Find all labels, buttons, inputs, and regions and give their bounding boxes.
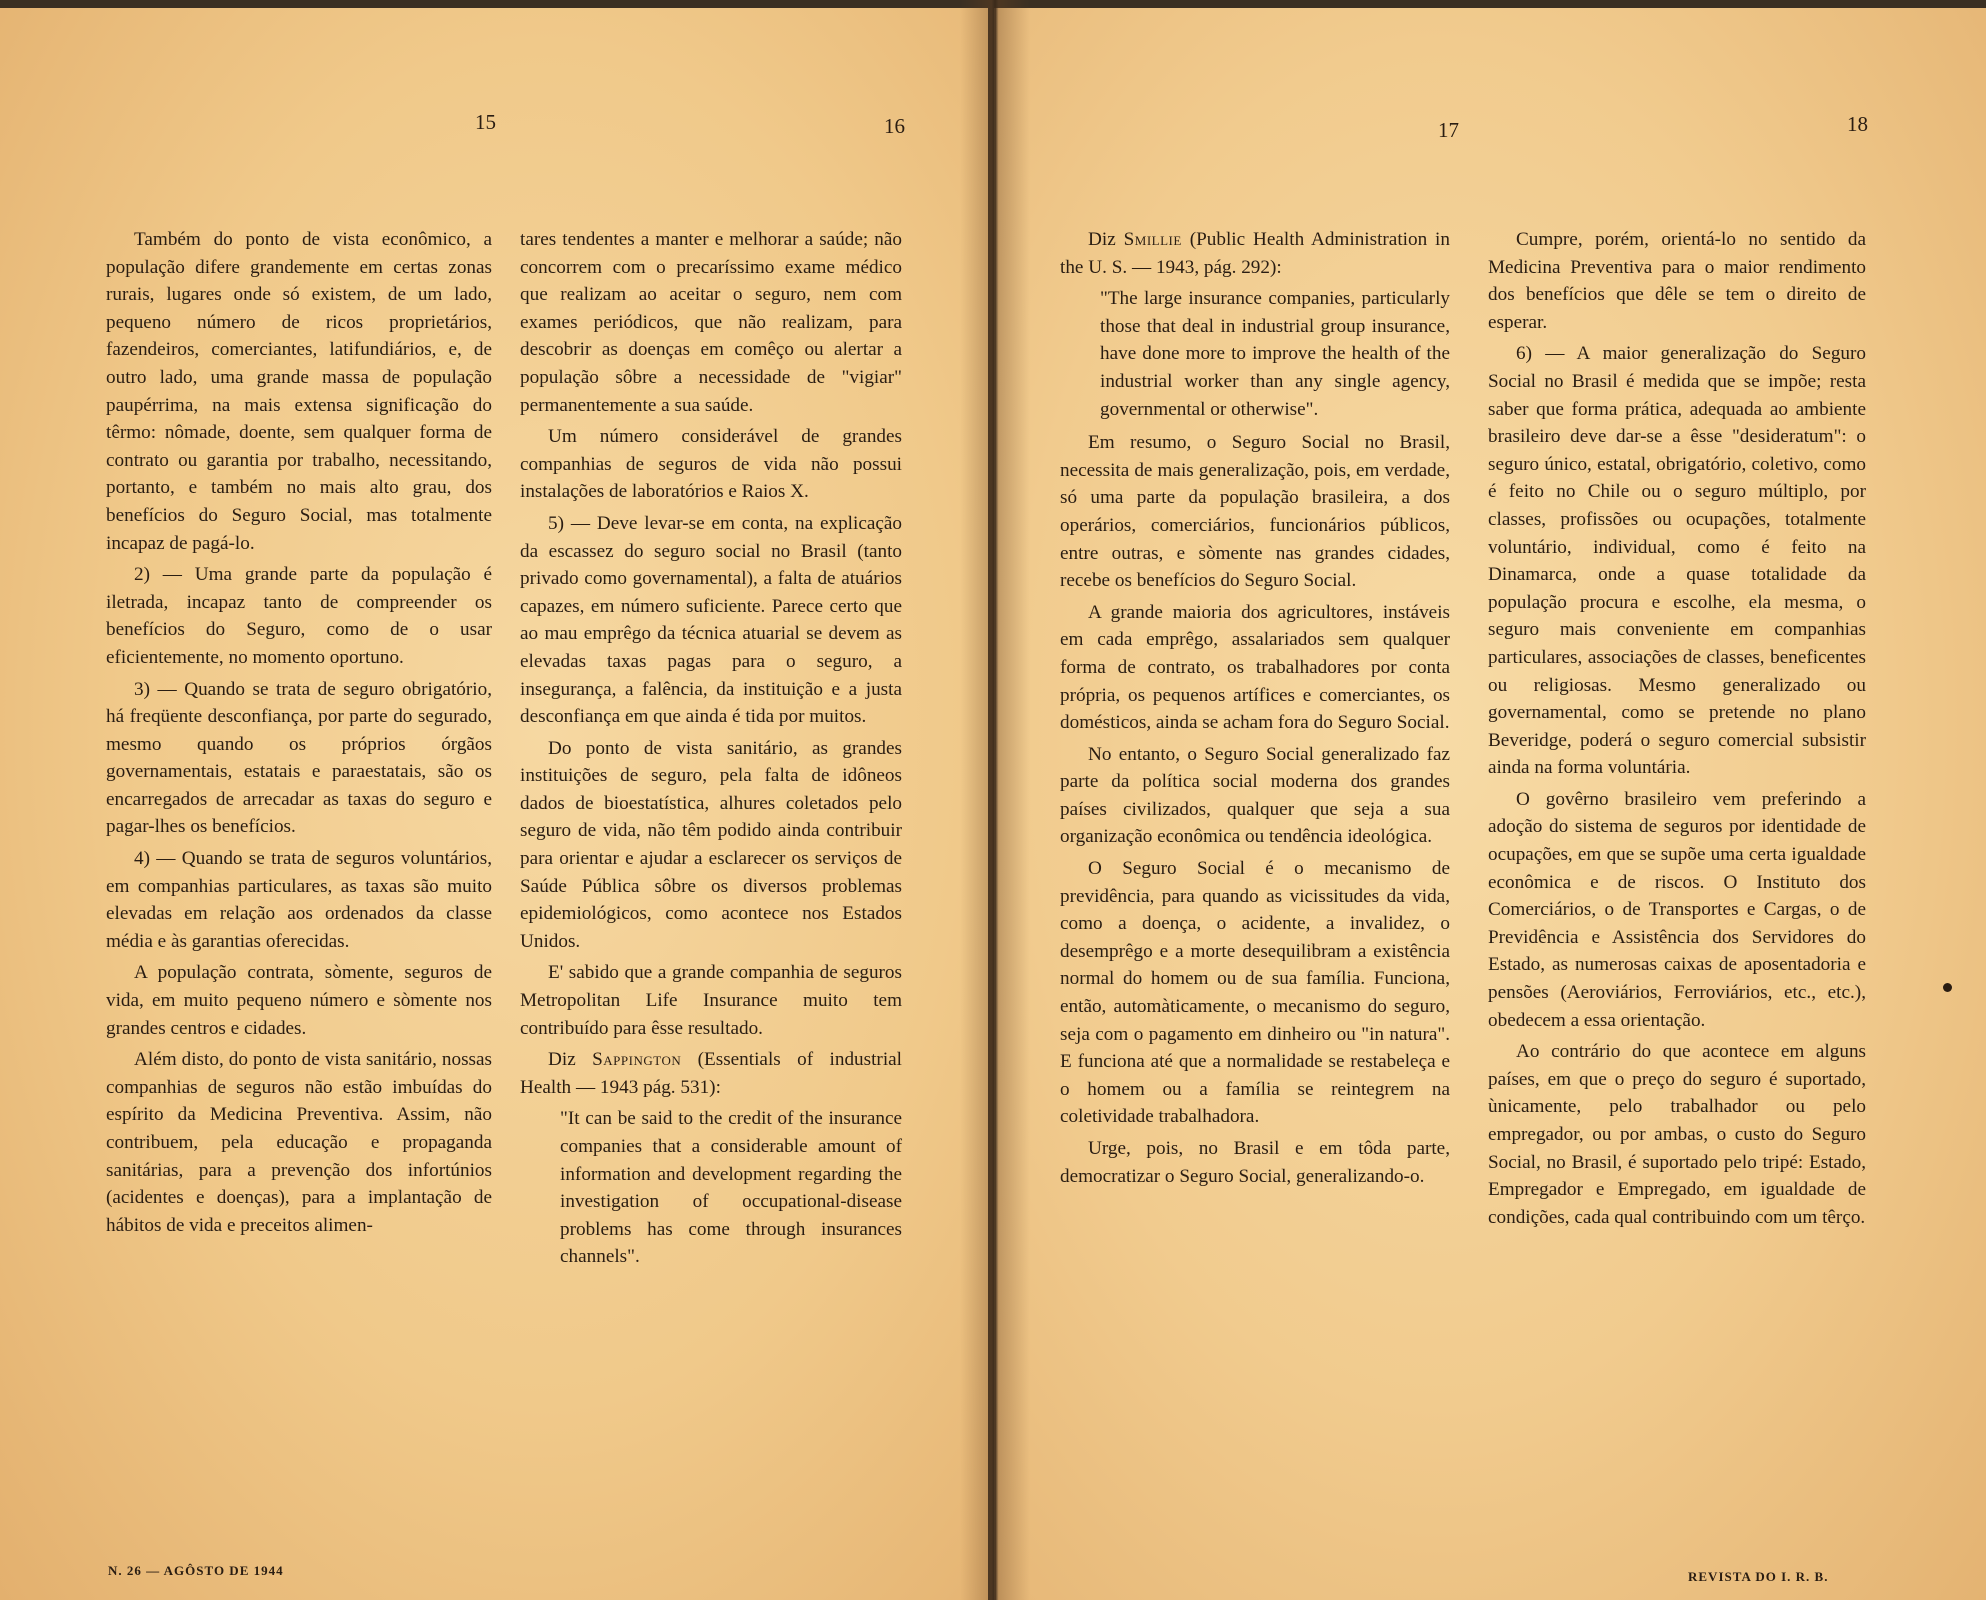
paragraph: Ao contrário do que acontece em alguns países, em que o preço do seguro é suportado, ùnicamente, pelo trabalhador ou pelo empregador, ou por ambas, o custo do Seguro Social, no Brasil, é suportado pelo tripé: Estado, Empregador e Empregado, em igualdade de condições, cada qual contribuindo com um têrço.	[1488, 1041, 1866, 1228]
page-number-15: 15	[475, 110, 496, 134]
paragraph: 3) — Quando se trata de seguro obrigatório, há freqüente desconfiança, por parte do segurado, mesmo quando os próprios órgãos governamentais, estatais e paraestatais, são os encarregados de arrecadar as taxas do seguro e pagar-lhes os benefícios.	[106, 678, 492, 838]
paragraph: No entanto, o Seguro Social generalizado faz parte da política social moderna dos grandes países civilizados, qualquer que seja a sua organização econômica ou tendência ideológica.	[1060, 743, 1450, 848]
paragraph: 5) — Deve levar-se em conta, na explicação da escassez do seguro social no Brasil (tanto privado como governamental), a falta de atuários capazes, em número suficiente. Parece certo que ao mau emprêgo da técnica atuarial se devem as elevadas taxas pagas para o seguro, a insegurança, a falência, da instituição e a justa desconfiança em que ainda é tida por muitos.	[520, 512, 902, 728]
citation-prefix: Diz	[548, 1049, 593, 1071]
paragraph: Cumpre, porém, orientá-lo no sentido da Medicina Preventiva para o maior rendimento dos benefícios que dêle se tem o direito de esperar.	[1488, 229, 1866, 333]
footer-publication: REVISTA DO I. R. B.	[1688, 1569, 1829, 1584]
column-page-16	[520, 226, 902, 1277]
footer-issue: N. 26 — AGÔSTO DE 1944	[108, 1563, 284, 1578]
paragraph: A grande maioria dos agricultores, instáveis em cada emprêgo, assalariados sem qualquer forma de contrato, os trabalhadores por conta própria, os pequenos artífices e comerciantes, os domésticos, ainda se acham fora do Seguro Social.	[1060, 601, 1450, 734]
paragraph: Urge, pois, no Brasil e em tôda parte, democratizar o Seguro Social, generalizando-o.	[1060, 1138, 1450, 1187]
page-number-16: 16	[884, 114, 905, 138]
author-name: Sappington	[592, 1049, 682, 1071]
citation-source: (Essentials of industrial Health — 1943 pág. 531):	[520, 1049, 902, 1098]
column-page-17	[1060, 226, 1450, 1194]
paragraph: Em resumo, o Seguro Social no Brasil, necessita de mais generalização, pois, em verdade, só uma parte da população brasileira, a dos operários, comerciários, funcionários públicos, entre outras, e sòmente nas grandes cidades, recebe os benefícios do Seguro Social.	[1060, 432, 1450, 592]
page-number-18: 18	[1847, 112, 1868, 136]
citation-paragraph	[520, 1046, 902, 1101]
paragraph: 2) — Uma grande parte da população é iletrada, incapaz tanto de compreender os benefícios do Seguro, como de o usar eficientemente, no momento oportuno.	[106, 564, 492, 668]
paragraph: A população contrata, sòmente, seguros de vida, em muito pequeno número e sòmente nos grandes centros e cidades.	[106, 962, 492, 1039]
paragraph: tares tendentes a manter e melhorar a saúde; não concorrem com o precaríssimo exame médico que realizam ao aceitar o seguro, nem com exames periódicos, que não realizam, para descobrir as doenças em comêço ou alertar a população sôbre a necessidade de "vigiar" permanentemente a sua saúde.	[520, 229, 902, 416]
paragraph: O govêrno brasileiro vem preferindo a adoção do sistema de seguros por identidade de ocupações, em que se supõe uma certa igualdade econômica e de riscos. O Instituto dos Comerciários, o de Transportes e Cargas, o de Previdência e Assistência dos Servidores do Estado, as numerosas caixas de aposentadoria e pensões (Aeroviários, Ferroviários, etc., etc.), obedecem a essa orientação.	[1488, 788, 1866, 1031]
paragraph: Além disto, do ponto de vista sanitário, nossas companhias de seguros não estão imbuídas do espírito da Medicina Preventiva. Assim, não contribuem, pela educação e propaganda sanitárias, para a prevenção dos infortúnios (acidentes e doenças), para a implantação de hábitos de vida e preceitos alimen-	[106, 1049, 492, 1236]
left-page	[0, 8, 988, 1600]
author-name: Smillie	[1123, 229, 1182, 250]
paragraph: O Seguro Social é o mecanismo de previdência, para quando as vicissitudes da vida, como a doença, o acidente, a invalidez, o desemprêgo e a morte desequilibram a existência normal do homem ou de sua família. Funciona, então, automàticamente, o mecanismo do seguro, seja com o pagamento em dinheiro ou "in natura". E funciona até que a normalidade se restabeleça e o homem ou a família se reintegrem na coletividade trabalhadora.	[1060, 858, 1450, 1128]
citation-paragraph	[1060, 226, 1450, 281]
right-page	[994, 8, 1986, 1600]
paragraph: Um número considerável de grandes companhias de seguros de vida não possui instalações de laboratórios e Raios X.	[520, 426, 902, 503]
paragraph: E' sabido que a grande companhia de seguros Metropolitan Life Insurance muito tem contribuído para êsse resultado.	[520, 962, 902, 1039]
citation-source: (Public Health Administration in the U. S. — 1943, pág. 292):	[1060, 229, 1450, 278]
page-number-17: 17	[1438, 118, 1459, 142]
citation-prefix: Diz	[1088, 229, 1124, 250]
paragraph: 6) — A maior generalização do Seguro Social no Brasil é medida que se impõe; resta saber que forma prática, adequada ao ambiente brasileiro deve dar-se a êsse "desideratum": o seguro único, estatal, obrigatório, coletivo, como é feito no Chile ou o seguro múltiplo, por classes, profissões ou ocupações, totalmente voluntário, individual, como é feito na Dinamarca, onde a quase totalidade da população procura e escolhe, ela mesma, o seguro mais conveniente em companhias particulares, associações de classes, beneficentes ou religiosas. Mesmo generalizado ou governamental, como se pretende no plano Beveridge, poderá o seguro comercial subsistir ainda na forma voluntária.	[1488, 343, 1866, 779]
paragraph: Do ponto de vista sanitário, as grandes instituições de seguro, pela falta de idôneos dados de bioestatística, alhures coletados pelo seguro de vida, não têm podido ainda contribuir para orientar e ajudar a esclarecer os serviços de Saúde Pública sôbre os diversos problemas epidemiológicos, como acontece nos Estados Unidos.	[520, 737, 902, 952]
block-quote: "It can be said to the credit of the insurance companies that a considerable amount of information and development regarding the investigation of occupational-disease problems has come through insurances channels".	[560, 1108, 902, 1268]
column-page-15	[106, 226, 492, 1243]
paragraph: Também do ponto de vista econômico, a população difere grandemente em certas zonas rurais, lugares onde só existem, de um lado, pequeno número de ricos proprietários, fazendeiros, comerciantes, latifundiários, e, de outro lado, uma grande massa de população paupérrima, na mais extensa significação do têrmo: nômade, doente, sem qualquer forma de contrato ou garantia por trabalho, necessitando, portanto, e também no mais alto grau, dos benefícios do Seguro Social, mas totalmente incapaz de pagá-lo.	[106, 229, 492, 554]
ink-spot-mark	[1943, 983, 1952, 992]
column-page-18	[1488, 226, 1866, 1235]
paragraph: 4) — Quando se trata de seguros voluntários, em companhias particulares, as taxas são muito elevadas em relação aos ordenados da classe média e às garantias oferecidas.	[106, 848, 492, 952]
block-quote: "The large insurance companies, particularly those that deal in industrial group insurance, have done more to improve the health of the industrial worker than any single agency, governmental or otherwise".	[1100, 288, 1450, 420]
